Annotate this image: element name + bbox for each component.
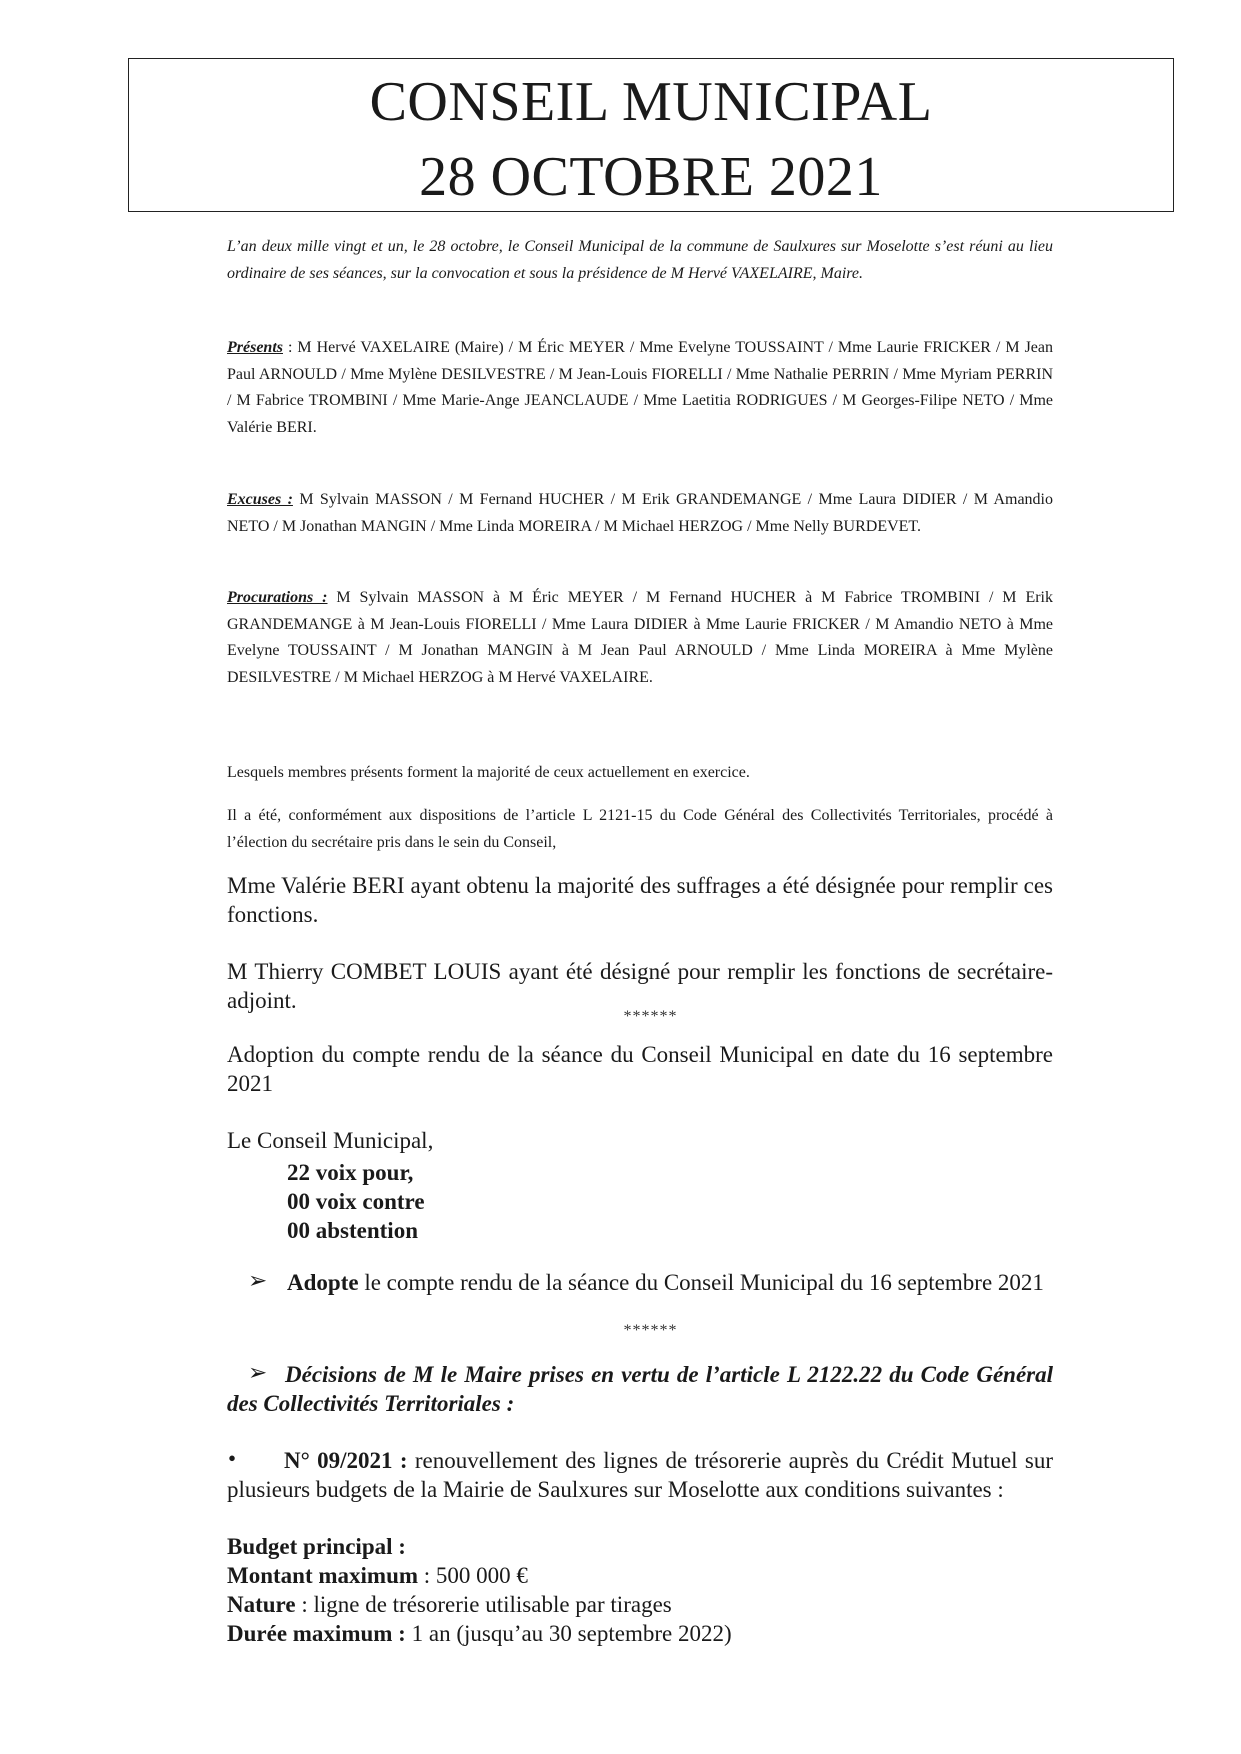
adopte-paragraph [287, 1268, 1067, 1297]
decisions-heading: Décisions de M le Maire prises en vertu de l’article L 2122.22 du Code Général des Collectivités Territoriales : [227, 1362, 1053, 1416]
excuses-label: Excuses : [227, 491, 293, 508]
quorum-paragraph: Lesquels membres présents forment la majorité de ceux actuellement en exercice. [227, 764, 750, 781]
deputy-secretary-paragraph: M Thierry COMBET LOUIS ayant été désigné pour remplir les fonctions de secrétaire-adjoint. [227, 959, 1053, 1013]
title-box [128, 58, 1174, 212]
excuses-paragraph [227, 487, 1053, 540]
procurations-label: Procurations : [227, 589, 328, 606]
nature-label: Nature [227, 1592, 296, 1617]
budget-heading: Budget principal : [227, 1534, 406, 1559]
meeting-date: 28 OCTOBRE 2021 [419, 146, 883, 208]
decision-09-paragraph [227, 1446, 1053, 1504]
budget-block [227, 1532, 732, 1648]
budget-nature [227, 1590, 732, 1619]
adopte-text: le compte rendu de la séance du Conseil Municipal du 16 septembre 2021 [358, 1270, 1044, 1295]
duree-value: 1 an (jusqu’au 30 septembre 2022) [405, 1621, 732, 1646]
article-paragraph: Il a été, conformément aux dispositions de l’article L 2121-15 du Code Général des Collectivités Territoriales, procédé à l’élection du secrétaire pris dans le sein du Conseil, [227, 807, 1053, 851]
votes-abstention: 00 abstention [287, 1218, 418, 1243]
arrow-icon: ➢ [248, 1268, 268, 1293]
montant-label: Montant maximum [227, 1563, 419, 1588]
decision-09-text: renouvellement des lignes de trésorerie auprès du Crédit Mutuel sur plusieurs budgets de la Mairie de Saulxures sur Moselotte aux conditions suivantes : [227, 1448, 1054, 1502]
montant-value: : 500 000 € [418, 1563, 528, 1588]
council-line: Le Conseil Municipal, [227, 1128, 434, 1153]
separator: ****** [623, 1008, 678, 1025]
votes-pour: 22 voix pour, [287, 1160, 414, 1185]
adopte-label: Adopte [287, 1270, 359, 1295]
presents-label: Présents [227, 339, 283, 356]
votes-contre: 00 voix contre [287, 1189, 425, 1214]
presents-paragraph [227, 335, 1053, 441]
duree-label: Durée maximum : [227, 1621, 406, 1646]
budget-montant [227, 1561, 732, 1590]
decision-09-label: N° 09/2021 : [284, 1448, 408, 1473]
arrow-icon: ➢ [248, 1360, 268, 1385]
nature-value: : ligne de trésorerie utilisable par tirages [295, 1592, 672, 1617]
procurations-list: M Sylvain MASSON à M Éric MEYER / M Fernand HUCHER à M Fabrice TROMBINI / M Erik GRANDEMANGE à M Jean-Louis FIORELLI / Mme Laura DIDIER à Mme Laurie FRICKER / M Amandio NETO à Mme Evelyne TOUSSAINT / M Jonathan MANGIN à M Jean Paul ARNOULD / Mme Linda MOREIRA à Mme Mylène DESILVESTRE / M Michael HERZOG à M Hervé VAXELAIRE. [227, 589, 1053, 686]
budget-duree [227, 1619, 732, 1648]
page-title: CONSEIL MUNICIPAL [369, 71, 933, 133]
separator: ****** [623, 1322, 678, 1339]
procurations-paragraph [227, 585, 1053, 691]
votes-block [287, 1158, 425, 1245]
intro-paragraph: L’an deux mille vingt et un, le 28 octobre, le Conseil Municipal de la commune de Saulxures sur Moselotte s’est réuni au lieu ordinaire de ses séances, sur la convocation et sous la présidence de M Hervé VAXELAIRE, Maire. [227, 238, 1053, 282]
adoption-paragraph: Adoption du compte rendu de la séance du Conseil Municipal en date du 16 septembre 2021 [227, 1042, 1053, 1096]
presents-list: : M Hervé VAXELAIRE (Maire) / M Éric MEYER / Mme Evelyne TOUSSAINT / Mme Laurie FRICKER / M Jean Paul ARNOULD / Mme Mylène DESILVESTRE / M Jean-Louis FIORELLI / Mme Nathalie PERRIN / Mme Myriam PERRIN / M Fabrice TROMBINI / Mme Marie-Ange JEANCLAUDE / Mme Laetitia RODRIGUES / M Georges-Filipe NETO / Mme Valérie BERI. [227, 339, 1053, 436]
bullet-icon: • [228, 1446, 237, 1471]
excuses-list: M Sylvain MASSON / M Fernand HUCHER / M Erik GRANDEMANGE / Mme Laura DIDIER / M Amandio NETO / M Jonathan MANGIN / Mme Linda MOREIRA / M Michael HERZOG / Mme Nelly BURDEVET. [227, 491, 1053, 535]
secretary-paragraph: Mme Valérie BERI ayant obtenu la majorité des suffrages a été désignée pour remplir ces fonctions. [227, 873, 1053, 927]
